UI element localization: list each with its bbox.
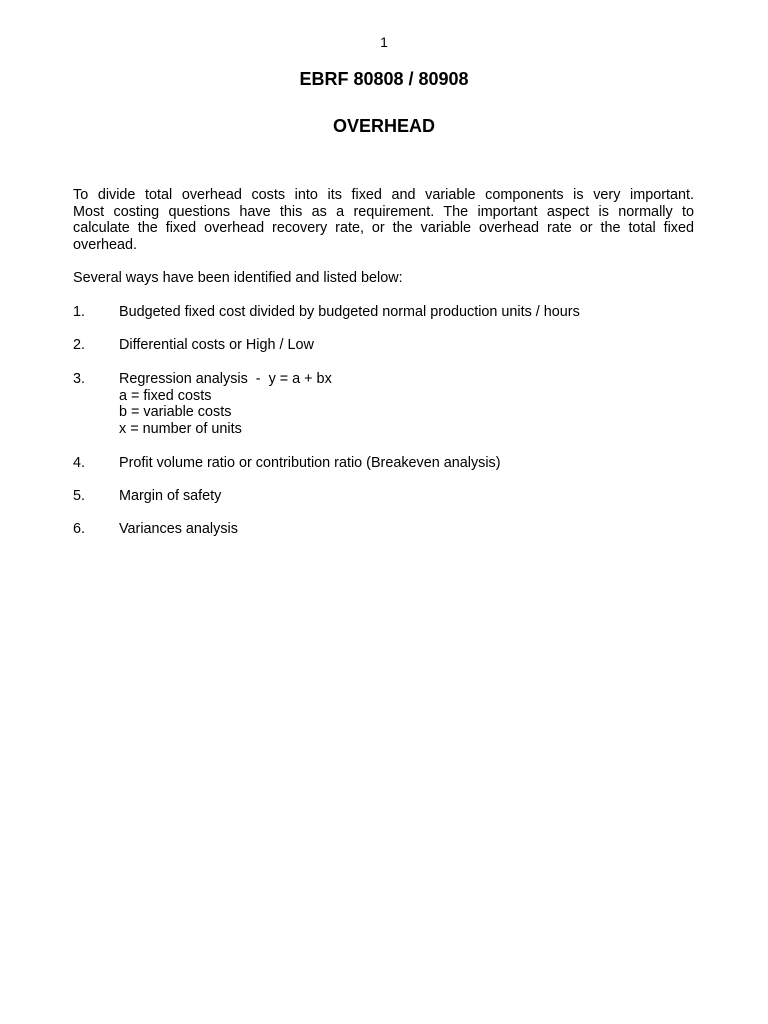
regression-definition: x = number of units (119, 420, 242, 437)
list-item-number: 2. (73, 337, 86, 353)
list-item-text-block (119, 371, 332, 437)
list-item-number: 6. (73, 521, 86, 537)
list-item-text: Profit volume ratio or contribution ratio (Breakeven analysis) (119, 455, 501, 471)
list-lead-in: Several ways have been identified and listed below: (73, 270, 403, 286)
intro-paragraph (73, 187, 694, 253)
intro-line: overhead. (73, 236, 138, 253)
list-item-text: Differential costs or High / Low (119, 337, 314, 353)
list-item-text: Regression analysis - y = a + bx (119, 371, 332, 387)
list-item-text: Budgeted fixed cost divided by budgeted normal production units / hours (119, 304, 580, 320)
list-item-text: Variances analysis (119, 521, 238, 537)
list-item-number: 5. (73, 488, 86, 504)
intro-line: Most costing questions have this as a requirement. The important aspect is normally to (73, 203, 694, 220)
list-item-number: 1. (73, 304, 86, 320)
intro-line: calculate the fixed overhead recovery rate, or the variable overhead rate or the total fixed (73, 220, 694, 236)
list-item-text: Margin of safety (119, 488, 222, 504)
list-item-number: 4. (73, 455, 86, 471)
intro-line: To divide total overhead costs into its fixed and variable components is very important. (73, 187, 694, 203)
list-item-number: 3. (73, 371, 86, 387)
page-number: 1 (380, 34, 388, 50)
document-title: OVERHEAD (332, 116, 435, 136)
regression-definition: a = fixed costs (119, 387, 212, 404)
course-code-heading: EBRF 80808 / 80908 (299, 69, 469, 89)
regression-definition: b = variable costs (119, 404, 232, 420)
